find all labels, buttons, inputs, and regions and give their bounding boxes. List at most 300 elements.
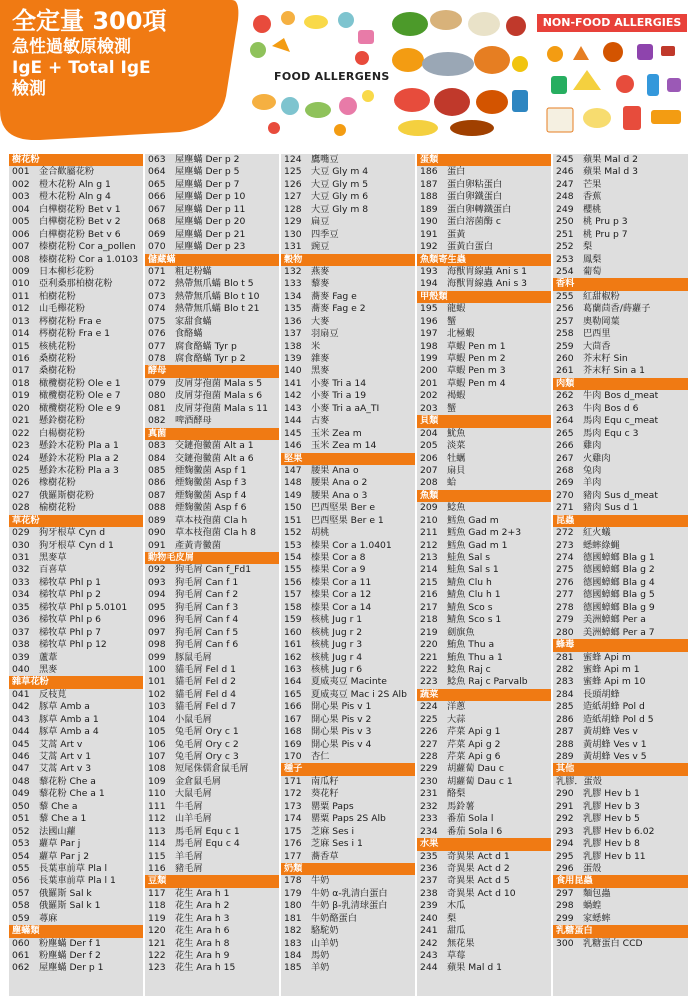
allergen-code: 261	[556, 365, 574, 377]
allergen-code: 210	[420, 514, 438, 526]
allergen-code: 050	[12, 800, 30, 812]
allergen-name: 長頭胡蜂	[583, 688, 620, 700]
allergen-code: 103	[148, 701, 166, 713]
allergen-name: 造紙胡蜂 Pol d 5	[583, 713, 654, 725]
category-label: 種子	[284, 763, 303, 775]
allergen-row	[145, 204, 279, 216]
allergen-name: 亞利桑那柏樹花粉	[39, 278, 113, 290]
allergen-code: 173	[284, 800, 302, 812]
allergen-code: 092	[148, 564, 166, 576]
allergen-code: 089	[148, 514, 166, 526]
allergen-name: 雜麥	[311, 353, 330, 364]
allergen-row	[417, 266, 551, 278]
allergen-row	[553, 714, 688, 726]
allergen-code: 002	[12, 178, 30, 190]
allergen-row	[281, 415, 415, 427]
allergen-code: 061	[12, 950, 30, 961]
allergen-row	[9, 589, 143, 601]
allergen-code: 112	[148, 813, 166, 825]
allergen-code: 184	[284, 950, 302, 961]
allergen-row	[145, 465, 279, 477]
allergen-row	[145, 316, 279, 328]
category-header	[553, 515, 688, 527]
allergen-name: 胡蘿蔔 Dau c	[447, 763, 504, 775]
allergen-row	[9, 540, 143, 552]
allergen-row	[417, 179, 551, 191]
allergen-row	[9, 527, 143, 539]
allergen-name: 藜 Che a 1	[39, 813, 87, 825]
allergen-name: 金倉鼠毛屑	[175, 775, 221, 787]
category-header	[553, 925, 688, 937]
allergen-name: 古麥	[311, 415, 330, 427]
page-header	[0, 0, 692, 148]
allergen-row	[145, 216, 279, 228]
allergen-code: 001	[12, 166, 30, 178]
allergen-name: 梯牧草 Phl p 2	[39, 589, 101, 601]
category-label: 塵蟎類	[12, 925, 40, 937]
allergen-name: 豬肉 Sus d_meat	[583, 489, 658, 501]
allergen-row	[9, 950, 143, 962]
allergen-row	[145, 851, 279, 863]
allergen-code: 192	[420, 241, 438, 253]
category-label: 真菌	[148, 427, 167, 439]
allergen-row	[9, 664, 143, 676]
allergen-code: 031	[12, 552, 30, 563]
allergen-name: 蕎香草	[311, 850, 339, 862]
allergen-name: 蜜蜂 Api m	[583, 651, 631, 663]
allergen-row	[553, 154, 688, 166]
allergen-row	[417, 316, 551, 328]
allergen-name: 蛋殼	[583, 862, 602, 874]
allergen-code: 070	[148, 241, 166, 253]
allergen-code: 033	[12, 576, 30, 588]
allergen-row	[553, 465, 688, 477]
category-label: 蔬菜	[420, 688, 439, 700]
allergen-name: 腰果 Ana o	[311, 464, 359, 476]
allergen-name: 奇異果 Act d 5	[447, 875, 510, 887]
allergen-row	[553, 900, 688, 912]
allergen-row	[9, 291, 143, 303]
allergen-code: 073	[148, 290, 166, 302]
allergen-row	[9, 477, 143, 489]
allergen-row	[9, 266, 143, 278]
allergen-row	[553, 826, 688, 838]
allergen-name: 黃胡蜂 Ves v 5	[583, 751, 647, 762]
category-header	[553, 378, 688, 390]
allergen-row	[145, 676, 279, 688]
allergen-code: 206	[420, 452, 438, 464]
allergen-row	[553, 627, 688, 639]
allergen-name: 懸鈴木花粉 Pla a 2	[39, 452, 119, 464]
allergen-name: 核桃 Jug r 3	[311, 639, 363, 651]
allergen-name: 扁豆	[311, 216, 330, 228]
allergen-name: 腐食酪蟎 Tyr p 2	[175, 353, 246, 364]
allergen-row	[417, 875, 551, 887]
allergen-name: 家蟋蟀	[583, 912, 611, 924]
allergen-code: 162	[284, 651, 302, 663]
allergen-row	[281, 428, 415, 440]
allergen-name: 屋塵蟎 Der p 7	[175, 178, 240, 190]
category-header	[417, 490, 551, 502]
allergen-code: 221	[420, 651, 438, 663]
allergen-row	[9, 627, 143, 639]
allergen-name: 桑樹花粉	[39, 365, 76, 377]
allergen-code: 119	[148, 912, 166, 924]
allergen-row	[281, 229, 415, 241]
allergen-code: 291	[556, 800, 574, 812]
allergen-row	[281, 589, 415, 601]
allergen-code: 098	[148, 639, 166, 651]
allergen-name: 狗毛屑 Can f 5	[175, 626, 239, 638]
allergen-name: 鷹嘴豆	[311, 154, 339, 165]
allergen-name: 德國蟑螂 Bla g 4	[583, 576, 655, 588]
allergen-name: 開心果 Pis v 4	[311, 738, 372, 750]
allergen-row	[281, 365, 415, 377]
allergen-row	[281, 564, 415, 576]
allergen-name: 豌豆	[311, 241, 330, 253]
allergen-row	[417, 204, 551, 216]
allergen-row	[417, 540, 551, 552]
allergen-row	[417, 701, 551, 713]
allergen-row	[553, 365, 688, 377]
allergen-row	[145, 328, 279, 340]
allergen-code: 262	[556, 390, 574, 402]
allergen-name: 榿木花粉 Aln g 1	[39, 178, 111, 190]
allergen-name: 罌粟 Paps	[311, 800, 354, 812]
allergen-name: 黃胡蜂 Ves v	[583, 726, 638, 738]
allergen-row	[9, 838, 143, 850]
allergen-code: 229	[420, 763, 438, 775]
allergen-code: 217	[420, 601, 438, 613]
allergen-code: 191	[420, 228, 438, 240]
allergen-name: 小麥 Tri a 19	[311, 390, 367, 402]
allergen-code: 296	[556, 862, 574, 874]
allergen-name: 梣樹花粉 Fra e 1	[39, 328, 111, 340]
allergen-row	[145, 950, 279, 962]
allergen-name: 乳膠 Hev b 3	[583, 800, 640, 812]
allergen-code: 088	[148, 502, 166, 514]
allergen-name: 玉米 Zea m	[311, 427, 362, 439]
allergen-code: 260	[556, 353, 574, 364]
category-header	[417, 838, 551, 850]
allergen-row	[145, 577, 279, 589]
allergen-column-5	[552, 154, 688, 996]
allergen-code: 253	[556, 253, 574, 265]
allergen-name: 兔毛屑 Ory c 3	[175, 751, 239, 762]
allergen-code: 209	[420, 502, 438, 514]
allergen-row	[9, 652, 143, 664]
allergen-code: 136	[284, 315, 302, 327]
allergen-code: 225	[420, 713, 438, 725]
allergen-code: 156	[284, 576, 302, 588]
allergen-name: 大鼠毛屑	[175, 788, 212, 800]
category-label: 堅果	[284, 452, 303, 464]
allergen-code: 058	[12, 900, 30, 912]
category-header	[145, 365, 279, 377]
allergen-row	[145, 453, 279, 465]
category-header	[9, 925, 143, 937]
allergen-row	[417, 365, 551, 377]
allergen-name: 鮪魚 Thu a	[447, 639, 495, 651]
allergen-name: 乳膠 Hev b 11	[583, 850, 646, 862]
allergen-name: 煙麴黴菌 Asp f 6	[175, 502, 247, 514]
allergen-name: 奧勒岡葉	[583, 315, 620, 327]
allergen-code: 110	[148, 788, 166, 800]
allergen-name: 蟋蟀綠蝿	[583, 539, 620, 551]
allergen-code: 105	[148, 726, 166, 738]
allergen-name: 蘋果 Mal d 1	[447, 962, 502, 974]
category-label: 酵母	[148, 365, 167, 377]
category-label: 食用昆蟲	[556, 875, 593, 887]
allergen-name: 夏威夷豆 Macinte	[311, 676, 387, 688]
allergen-name: 粗足粉蟎	[175, 265, 212, 277]
allergen-row	[417, 191, 551, 203]
allergen-row	[417, 913, 551, 925]
allergen-name: 核桃 Jug r 2	[311, 626, 363, 638]
allergen-code: 022	[12, 427, 30, 439]
allergen-name: 香蕉	[583, 191, 602, 203]
allergen-code: 051	[12, 813, 30, 825]
allergen-row	[145, 602, 279, 614]
allergen-row	[417, 453, 551, 465]
allergen-code: 004	[12, 203, 30, 215]
allergen-row	[417, 938, 551, 950]
allergen-row	[9, 440, 143, 452]
allergen-row	[281, 627, 415, 639]
allergen-code: 201	[420, 377, 438, 389]
allergen-row	[281, 191, 415, 203]
allergen-code: 288	[556, 738, 574, 750]
allergen-code: 124	[284, 154, 302, 165]
allergen-row	[145, 191, 279, 203]
allergen-name: 梯牧草 Phl p 1	[39, 576, 101, 588]
allergen-name: 藜 Che a	[39, 800, 78, 812]
allergen-name: 俄羅斯樹花粉	[39, 489, 95, 501]
allergen-row	[417, 751, 551, 763]
allergen-name: 草蝦 Pen m 1	[447, 340, 506, 352]
allergen-name: 蛋黃白蛋白	[447, 241, 493, 253]
allergen-code: 130	[284, 228, 302, 240]
allergen-name: 桃 Pru p 3	[583, 216, 628, 228]
allergen-name: 火雞肉	[583, 452, 611, 464]
allergen-name: 白樺樹花粉 Bet v 6	[39, 228, 121, 240]
allergen-row	[553, 490, 688, 502]
allergen-name: 榛樹花粉 Cor a_pollen	[39, 241, 136, 253]
allergen-name: 鯖魚 Clu h	[447, 576, 492, 588]
allergen-name: 山羊毛屑	[175, 813, 212, 825]
category-header	[553, 875, 688, 887]
allergen-row	[281, 801, 415, 813]
allergen-name: 乳糖蛋白 CCD	[583, 937, 643, 949]
allergen-row	[417, 602, 551, 614]
allergen-row	[417, 552, 551, 564]
allergen-code: 232	[420, 800, 438, 812]
allergen-name: 梨	[583, 241, 593, 253]
allergen-code: 012	[12, 303, 30, 315]
allergen-name: 交鏈孢黴菌 Alt a 1	[175, 440, 254, 452]
allergen-code: 199	[420, 353, 438, 364]
allergen-row	[9, 552, 143, 564]
allergen-column-1	[8, 154, 143, 996]
allergen-name: 開心果 Pis v 3	[311, 726, 372, 738]
allergen-row	[553, 341, 688, 353]
allergen-name: 艾蒿 Art v 3	[39, 763, 92, 775]
allergen-row	[9, 216, 143, 228]
category-label: 雜草花粉	[12, 676, 49, 688]
allergen-row	[417, 776, 551, 788]
allergen-name: 乳膠 Hev b 8	[583, 838, 640, 850]
allergen-name: 狗毛屑 Can f 4	[175, 614, 239, 626]
allergen-code: 059	[12, 912, 30, 924]
allergen-row	[553, 440, 688, 452]
category-label: 蛋類	[420, 154, 439, 165]
allergen-code: 062	[12, 962, 30, 974]
allergen-name: 鮭魚 Sal s 1	[447, 564, 499, 576]
allergen-name: 熱帶無爪蟎 Blo t 21	[175, 303, 260, 315]
allergen-code: 243	[420, 950, 438, 961]
allergen-row	[145, 440, 279, 452]
allergen-row	[281, 639, 415, 651]
allergen-code: 252	[556, 241, 574, 253]
allergen-code: 093	[148, 576, 166, 588]
allergen-row	[553, 652, 688, 664]
allergen-code: 236	[420, 862, 438, 874]
allergen-code: 069	[148, 228, 166, 240]
allergen-name: 巴西堅果 Ber e 1	[311, 514, 384, 526]
allergen-name: 花生 Ara h 1	[175, 887, 230, 899]
allergen-row	[9, 788, 143, 800]
allergen-code: 039	[12, 651, 30, 663]
allergen-code: 145	[284, 427, 302, 439]
allergen-row	[9, 851, 143, 863]
category-label: 昆蟲	[556, 514, 575, 526]
allergen-code: 174	[284, 813, 302, 825]
allergen-row	[553, 204, 688, 216]
allergen-row	[145, 962, 279, 974]
allergen-row	[417, 341, 551, 353]
allergen-code: 289	[556, 751, 574, 762]
allergen-row	[145, 291, 279, 303]
allergen-code: 017	[12, 365, 30, 377]
allergen-code: 208	[420, 477, 438, 489]
allergen-row	[553, 540, 688, 552]
allergen-code: 294	[556, 838, 574, 850]
allergen-row	[417, 465, 551, 477]
allergen-name: 貓毛屑 Fel d 2	[175, 676, 236, 688]
allergen-row	[9, 465, 143, 477]
allergen-name: 牛肉 Bos d_meat	[583, 390, 659, 402]
allergen-name: 貓毛屑 Fel d 1	[175, 663, 236, 675]
allergen-code: 104	[148, 713, 166, 725]
allergen-code: 202	[420, 390, 438, 402]
allergen-code: 036	[12, 614, 30, 626]
allergen-row	[145, 714, 279, 726]
allergen-code: 095	[148, 601, 166, 613]
category-label: 樹花粉	[12, 154, 40, 165]
category-header	[145, 552, 279, 564]
food-allergens-illustration	[244, 6, 390, 138]
allergen-row	[553, 303, 688, 315]
allergen-row	[553, 689, 688, 701]
allergen-code: 231	[420, 788, 438, 800]
allergen-name: 黑麥	[311, 365, 330, 377]
category-label: 穀物	[284, 253, 303, 265]
allergen-code: 215	[420, 576, 438, 588]
allergen-name: 北極蝦	[447, 328, 475, 340]
allergen-name: 貓毛屑 Fel d 4	[175, 688, 236, 700]
allergen-name: 桑樹花粉	[39, 353, 76, 364]
allergen-code: 065	[148, 178, 166, 190]
allergen-name: 牡蠣	[447, 452, 466, 464]
allergen-name: 牛奶 β-乳清球蛋白	[311, 900, 388, 912]
allergen-code: 042	[12, 701, 30, 713]
allergen-name: 開心果 Pis v 2	[311, 713, 372, 725]
allergen-name: 葡萄	[583, 265, 602, 277]
allergen-code: 188	[420, 191, 438, 203]
allergen-code: 281	[556, 651, 574, 663]
allergen-code: 196	[420, 315, 438, 327]
allergen-row	[417, 813, 551, 825]
allergen-row	[145, 564, 279, 576]
allergen-row	[281, 328, 415, 340]
allergen-row	[9, 938, 143, 950]
allergen-code: 153	[284, 539, 302, 551]
allergen-name: 蝸蝗	[583, 900, 602, 912]
allergen-code: 233	[420, 813, 438, 825]
allergen-row	[9, 490, 143, 502]
allergen-row	[281, 216, 415, 228]
allergen-code: 185	[284, 962, 302, 974]
allergen-code: 166	[284, 701, 302, 713]
allergen-name: 狗毛屑 Can f 3	[175, 601, 239, 613]
allergen-code: 118	[148, 900, 166, 912]
allergen-row	[281, 440, 415, 452]
category-label: 水果	[420, 838, 439, 850]
allergen-code: 292	[556, 813, 574, 825]
allergen-row	[553, 863, 688, 875]
allergen-code: 116	[148, 862, 166, 874]
allergen-code: 024	[12, 452, 30, 464]
allergen-code: 016	[12, 353, 30, 364]
allergen-code: 154	[284, 552, 302, 563]
allergen-code: 005	[12, 216, 30, 228]
allergen-row	[9, 179, 143, 191]
allergen-name: 牛奶 α-乳清白蛋白	[311, 887, 388, 899]
allergen-row	[553, 229, 688, 241]
allergen-name: 草莓	[447, 950, 466, 961]
allergen-row	[553, 676, 688, 688]
category-label: 魚類寄生蟲	[420, 253, 466, 265]
allergen-name: 花生 Ara h 6	[175, 925, 230, 937]
allergen-row	[145, 751, 279, 763]
allergen-code: 052	[12, 825, 30, 837]
category-header	[417, 154, 551, 166]
allergen-code: 114	[148, 838, 166, 850]
allergen-name: 扇貝	[447, 464, 466, 476]
allergen-name: 蕎麥 Fag e	[311, 290, 357, 302]
category-header	[417, 689, 551, 701]
allergen-code: 035	[12, 601, 30, 613]
allergen-code: 028	[12, 502, 30, 514]
allergen-code: 269	[556, 477, 574, 489]
allergen-column-3	[280, 154, 415, 996]
allergen-row	[145, 179, 279, 191]
allergen-row	[9, 229, 143, 241]
allergen-code: 085	[148, 464, 166, 476]
category-label: 貝類	[420, 415, 439, 427]
allergen-row	[553, 453, 688, 465]
allergen-code: 164	[284, 676, 302, 688]
